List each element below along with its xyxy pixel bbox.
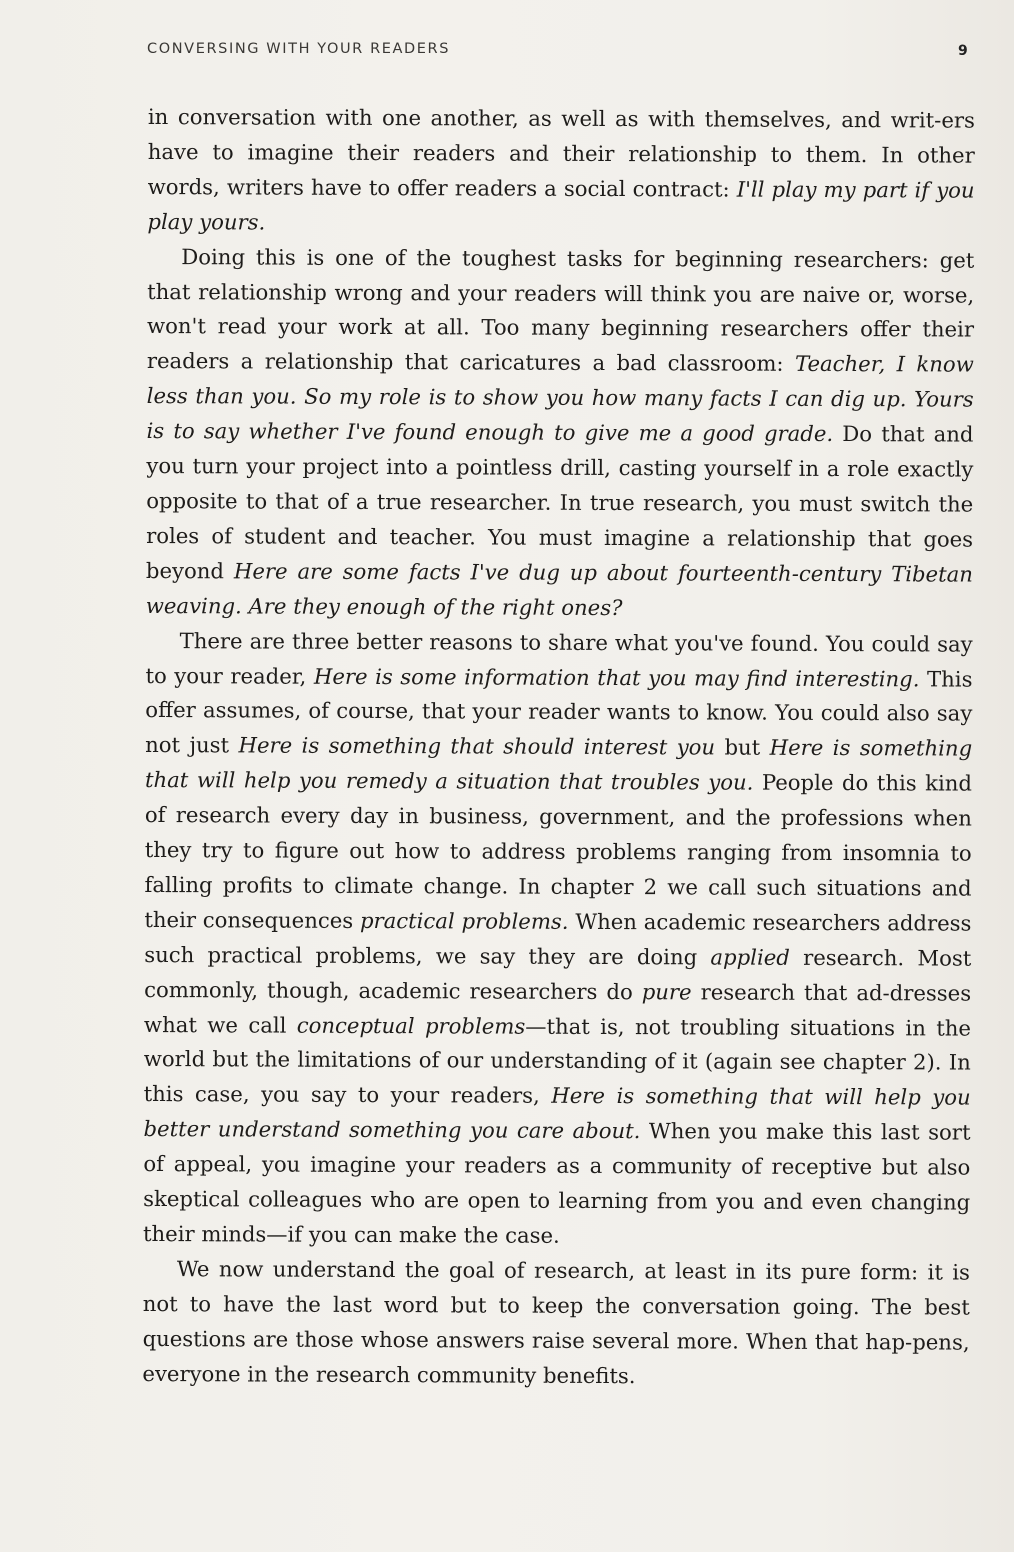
- italic-text: pure: [641, 978, 692, 1005]
- italic-text: Here is something that should interest you: [238, 732, 716, 760]
- text-run: —that is, not troubling situations in the world but the limitations of our understanding of it (again see chapter 2). In this case, you say to your readers,: [143, 1013, 972, 1109]
- paragraph: [146, 240, 975, 628]
- italic-text: Here are some facts I've dug up about fourteenth-century Tibetan weaving. Are they enough of the right ones?: [145, 558, 973, 620]
- running-head: CONVERSING WITH YOUR READERS: [147, 41, 451, 57]
- text-run: research. Most commonly, though, academic researchers do: [144, 944, 972, 1004]
- italic-text: Here is some information that you may find interesting.: [313, 663, 920, 691]
- text-run: but: [715, 734, 770, 761]
- paragraph: [142, 1252, 970, 1395]
- italic-text: Teacher, I know less than you. So my role is to show you how many facts I can dig up. Yours is to say whether I've found enough to give me a good grade.: [146, 351, 974, 447]
- italic-text: applied: [710, 944, 790, 970]
- text-run: Do that and you turn your project into a pointless drill, casting yourself in a role exactly opposite to that of a true researcher. In true research, you must switch the roles of student and teacher. You must imagine a relationship that goes beyond: [145, 421, 974, 584]
- text-run: People do this kind of research every day in business, government, and the professions when they try to figure out how to address problems ranging from insomnia to falling profits to climate change. In chapter 2 we call such situations and their consequences: [144, 769, 973, 933]
- italic-text: I'll play my part if you play yours.: [147, 176, 975, 235]
- text-run: There are three better reasons to share what you've found. You could say to your reader,: [145, 627, 973, 689]
- text-run: Doing this is one of the toughest tasks for beginning researchers: get that relationship wrong and your readers will think you are naive or, worse, won't read your work at all. Too many beginning researchers offer their readers a relationship that caricatures a bad classroom:: [146, 243, 975, 377]
- paragraph: [143, 624, 973, 1256]
- text-run: We now understand the goal of research, at least in its pure form: it is not to have the last word but to keep the conversation going. The best questions are those whose answers raise several more. When that hap-pens, everyone in the research community benefits.: [142, 1256, 970, 1388]
- text-run: research that ad-dresses what we call: [143, 979, 972, 1038]
- text-run: When you make this last sort of appeal, you imagine your readers as a community of receptive but also skeptical colleagues who are open to learning from you and even changing their minds—if you can make the case.: [142, 1118, 971, 1248]
- paragraph: [147, 100, 975, 243]
- page-number: 9: [958, 43, 968, 59]
- italic-text: conceptual problems: [296, 1012, 526, 1039]
- body-text: [142, 100, 975, 1395]
- text-run: in conversation with one another, as well as with themselves, and writ-ers have to imagine their readers and their relationship to them. In other words, writers have to offer readers a social contract:: [147, 103, 975, 202]
- text-run: When academic researchers address such practical problems, we say they are doing: [144, 908, 972, 970]
- italic-text: Here is something that will help you remedy a situation that troubles you.: [144, 735, 973, 795]
- italic-text: Here is something that will help you better understand something you care about.: [143, 1083, 971, 1144]
- text-run: This offer assumes, of course, that your reader wants to know. You could also say not just: [145, 665, 973, 758]
- italic-text: practical problems.: [359, 907, 569, 934]
